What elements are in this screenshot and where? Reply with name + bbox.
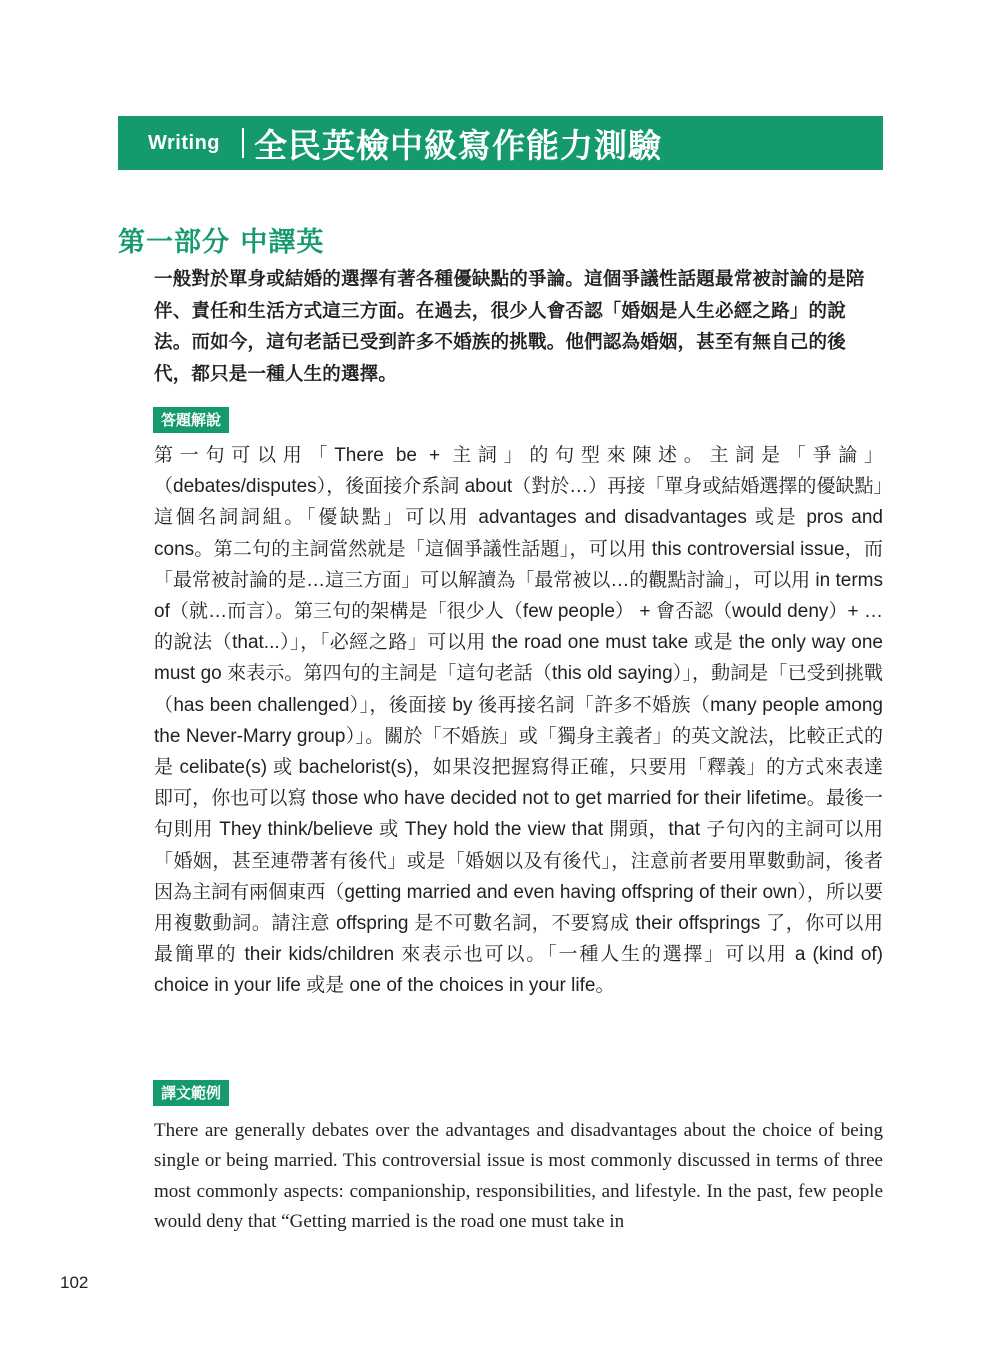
sample-translation-text: There are generally debates over the advantages and disadvantages about the choice of being single or being married. This controversial issue is most commonly discussed in terms of three most commonly aspects: companionship, responsibilities, and lifestyle. In the past, few people would deny that “Getting married is the road one must take in [154, 1120, 883, 1232]
question-text: 一般對於單身或結婚的選擇有著各種優缺點的爭論。這個爭議性話題最常被討論的是陪伴、責任和生活方式這三方面。在過去，很少人會否認「婚姻是人生必經之路」的說法。而如今，這句老話已受到許多不婚族的挑戰。他們認為婚姻，甚至有無自己的後代，都只是一種人生的選擇。 [154, 269, 865, 385]
analysis-text: 第一句可以用「There be + 主詞」的句型來陳述。主詞是「爭論」（debates/disputes），後面接介系詞 about（對於…）再接「單身或結婚選擇的優缺點」這個名詞詞組。「優缺點」可以用 advantages and disadvantages 或是 pros and cons。第二句的主詞當然就是「這個爭議性話題」，可以用 this controversial issue，而「最常被討論的是…這三方面」可以解讀為「最常被以…的觀點討論」，可以用 in terms of（就…而言）。第三句的架構是「很少人（few people） + 會否認（would deny）+ …的說法（that...）」，「必經之路」可以用 the road one must take 或是 the only way one must go 來表示。第四句的主詞是「這句老話（this old saying）」，動詞是「已受到挑戰（has been challenged）」，後面接 by 後再接名詞「許多不婚族（many people among the Never-Marry group）」。關於「不婚族」或「獨身主義者」的英文說法，比較正式的是 celibate(s) 或 bachelorist(s)，如果沒把握寫得正確，只要用「釋義」的方式來表達即可，你也可以寫 those who have decided not to get married for their lifetime。最後一句則用 They think/believe 或 They hold the view that 開頭，that 子句內的主詞可以用「婚姻，甚至連帶著有後代」或是「婚姻以及有後代」，注意前者要用單數動詞，後者因為主詞有兩個東西（getting married and even having offspring of their own），所以要用複數動詞。請注意 offspring 是不可數名詞，不要寫成 their offsprings 了，你可以用最簡單的 their kids/children 來表示也可以。「一種人生的選擇」可以用 a (kind of) choice in your life 或是 one of the choices in your life。 [154, 445, 883, 997]
page-title: 全民英檢中級寫作能力測驗 [254, 125, 663, 165]
section-banner [118, 116, 883, 170]
analysis-section [154, 440, 883, 1002]
sample-label: 譯文範例 [153, 1080, 229, 1106]
banner-divider [242, 128, 244, 158]
analysis-label: 答題解說 [153, 407, 229, 433]
part-heading: 第一部分 中譯英 [118, 227, 325, 258]
page-number: 102 [60, 1273, 89, 1292]
section-tag: Writing [148, 131, 221, 154]
